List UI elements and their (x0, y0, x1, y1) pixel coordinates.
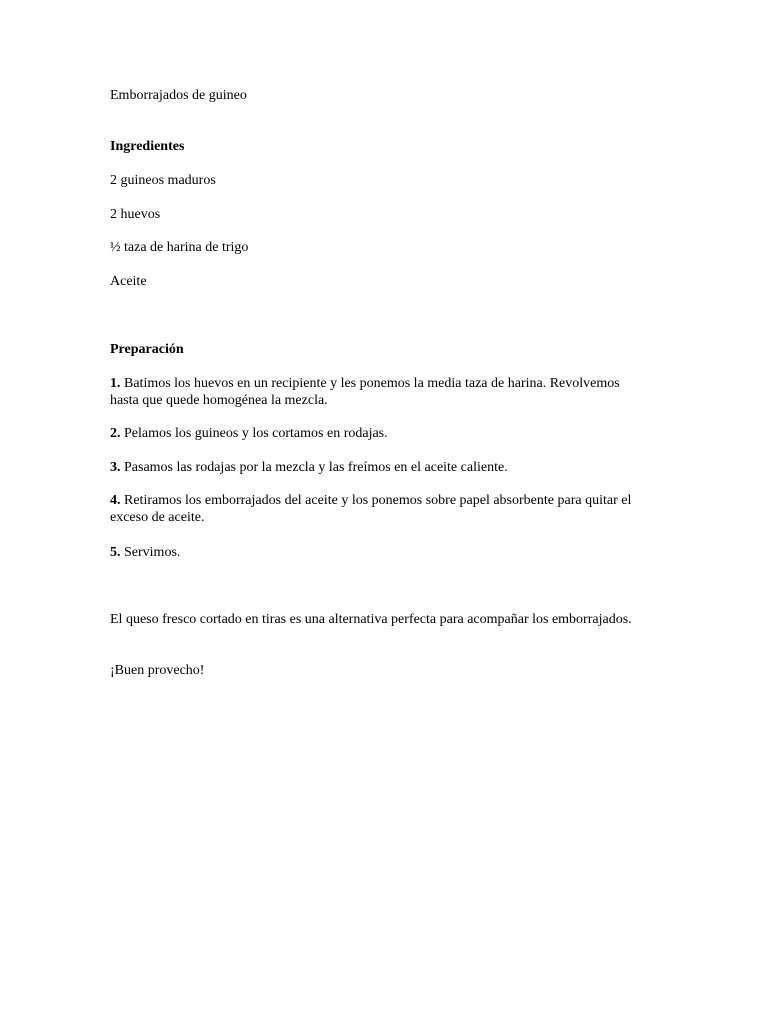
document-title: Emborrajados de guineo (110, 88, 247, 103)
preparation-step (110, 459, 650, 476)
ingredient-item: 2 huevos (110, 207, 161, 222)
ingredient-item: 2 guineos maduros (110, 173, 216, 188)
ingredients-heading: Ingredientes (110, 139, 185, 154)
preparation-step (110, 544, 650, 561)
step-number: 1. (110, 376, 121, 391)
step-text: Retiramos los emborrajados del aceite y los ponemos sobre papel absorbente para quitar el exceso de aceite. (110, 493, 632, 525)
step-number: 4. (110, 493, 121, 508)
serving-tip: El queso fresco cortado en tiras es una alternativa perfecta para acompañar los emborrajados. (110, 612, 632, 627)
step-text: Servimos. (124, 545, 181, 560)
step-number: 3. (110, 460, 121, 475)
preparation-step (110, 425, 650, 442)
ingredient-item: Aceite (110, 274, 147, 289)
preparation-heading: Preparación (110, 342, 184, 357)
step-number: 5. (110, 545, 121, 560)
ingredient-item: ½ taza de harina de trigo (110, 240, 249, 255)
step-text: Batimos los huevos en un recipiente y les ponemos la media taza de harina. Revolvemos hasta que quede homogénea la mezcla. (110, 376, 620, 408)
preparation-step (110, 375, 650, 409)
preparation-step (110, 492, 650, 526)
step-text: Pasamos las rodajas por la mezcla y las freímos en el aceite caliente. (124, 460, 508, 475)
closing-line: ¡Buen provecho! (110, 663, 205, 678)
step-text: Pelamos los guineos y los cortamos en rodajas. (124, 426, 388, 441)
step-number: 2. (110, 426, 121, 441)
